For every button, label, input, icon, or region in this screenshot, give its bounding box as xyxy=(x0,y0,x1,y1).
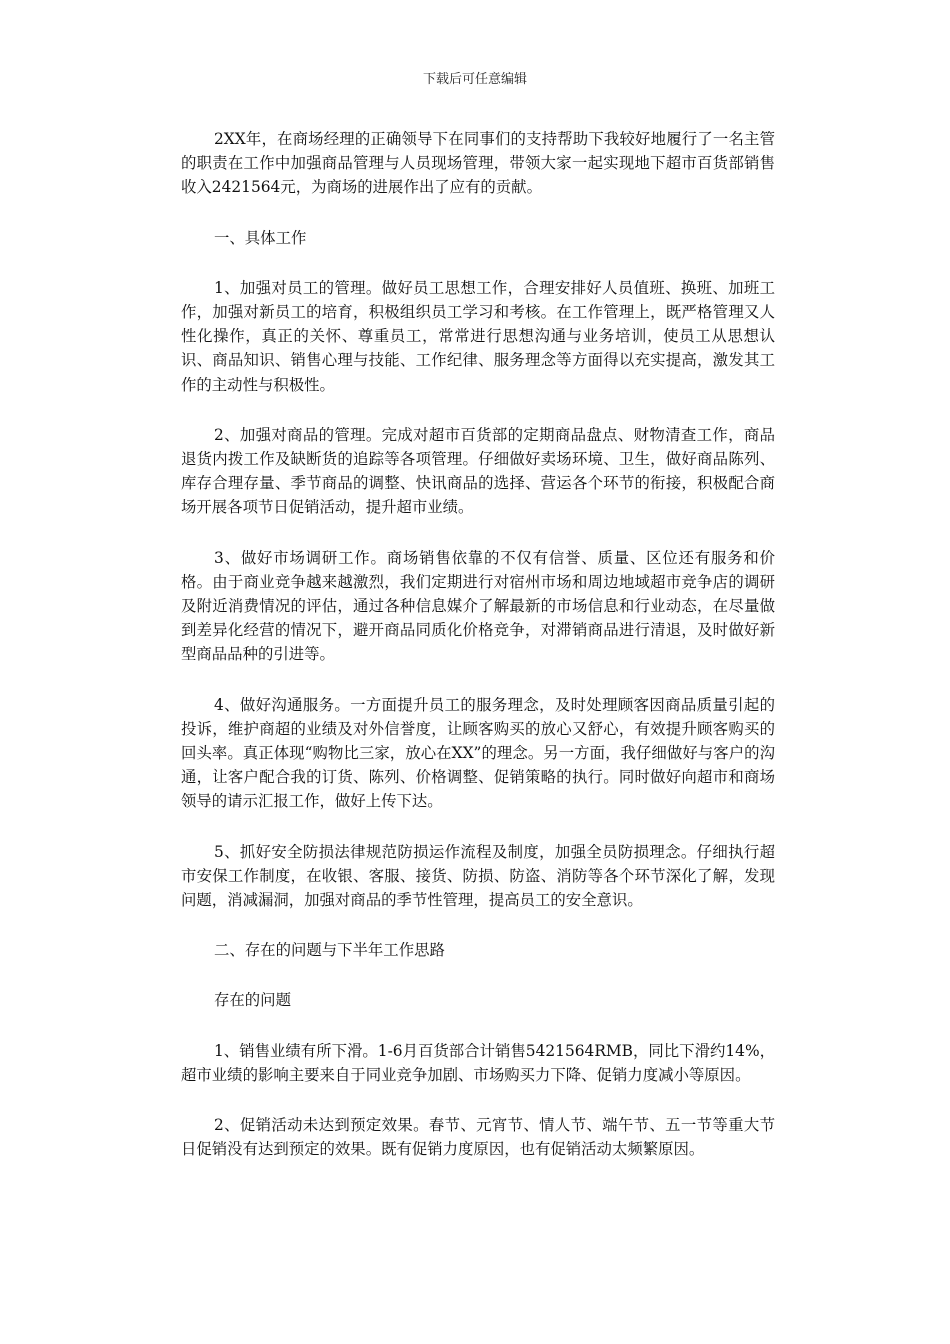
subheading-problems: 存在的问题 xyxy=(214,991,291,1010)
work-item-1: 1、加强对员工的管理。做好员工思想工作，合理安排好人员值班、换班、加班工作，加强对新员工的培育，积极组织员工学习和考核。在工作管理上，既严格管理又人性化操作，真正的关怀、尊重员工，常常进行思想沟通与业务培训，使员工从思想认识、商品知识、销售心理与技能、工作纪律、服务理念等方面得以充实提高，激发其工作的主动性与积极性。 xyxy=(181,278,775,394)
document-body xyxy=(181,127,775,1188)
work-item-5: 5、抓好安全防损法律规范防损运作流程及制度，加强全员防损理念。仔细执行超市安保工作制度，在收银、客服、接货、防损、防盗、消防等各个环节深化了解，发现问题，消减漏洞，加强对商品的季节性管理，提高员工的安全意识。 xyxy=(181,842,775,910)
work-item-4: 4、做好沟通服务。一方面提升员工的服务理念，及时处理顾客因商品质量引起的投诉，维护商超的业绩及对外信誉度，让顾客购买的放心又舒心，有效提升顾客购买的回头率。真正体现“购物比三家，放心在XX”的理念。另一方面，我仔细做好与客户的沟通，让客户配合我的订货、陈列、价格调整、促销策略的执行。同时做好向超市和商场领导的请示汇报工作，做好上传下达。 xyxy=(181,695,775,811)
section-heading-2: 二、存在的问题与下半年工作思路 xyxy=(214,941,445,960)
work-item-3: 3、做好市场调研工作。商场销售依靠的不仅有信誉、质量、区位还有服务和价格。由于商业竞争越来越激烈，我们定期进行对宿州市场和周边地域超市竞争店的调研及附近消费情况的评估，通过各种信息媒介了解最新的市场信息和行业动态，在尽量做到差异化经营的情况下，避开商品同质化价格竞争，对滞销商品进行清退，及时做好新型商品品种的引进等。 xyxy=(181,548,775,664)
intro-paragraph: 2XX年，在商场经理的正确领导下在同事们的支持帮助下我较好地履行了一名主管的职责在工作中加强商品管理与人员现场管理，带领大家一起实现地下超市百货部销售收入2421564元，为商场的进展作出了应有的贡献。 xyxy=(181,130,775,197)
problem-item-2: 2、促销活动未达到预定效果。春节、元宵节、情人节、端午节、五一节等重大节日促销没有达到预定的效果。既有促销力度原因，也有促销活动太频繁原因。 xyxy=(181,1116,775,1159)
work-item-2: 2、加强对商品的管理。完成对超市百货部的定期商品盘点、财物清查工作，商品退货内拨工作及缺断货的追踪等各项管理。仔细做好卖场环境、卫生，做好商品陈列、库存合理存量、季节商品的调整、快讯商品的选择、营运各个环节的衔接，积极配合商场开展各项节日促销活动，提升超市业绩。 xyxy=(181,425,775,517)
section-heading-1: 一、具体工作 xyxy=(214,228,307,247)
page-header-note: 下载后可任意编辑 xyxy=(422,72,527,87)
problem-item-1: 1、销售业绩有所下滑。1-6月百货部合计销售5421564RMB，同比下滑约14%，超市业绩的影响主要来自于同业竞争加剧、市场购买力下降、促销力度减小等原因。 xyxy=(181,1041,775,1084)
